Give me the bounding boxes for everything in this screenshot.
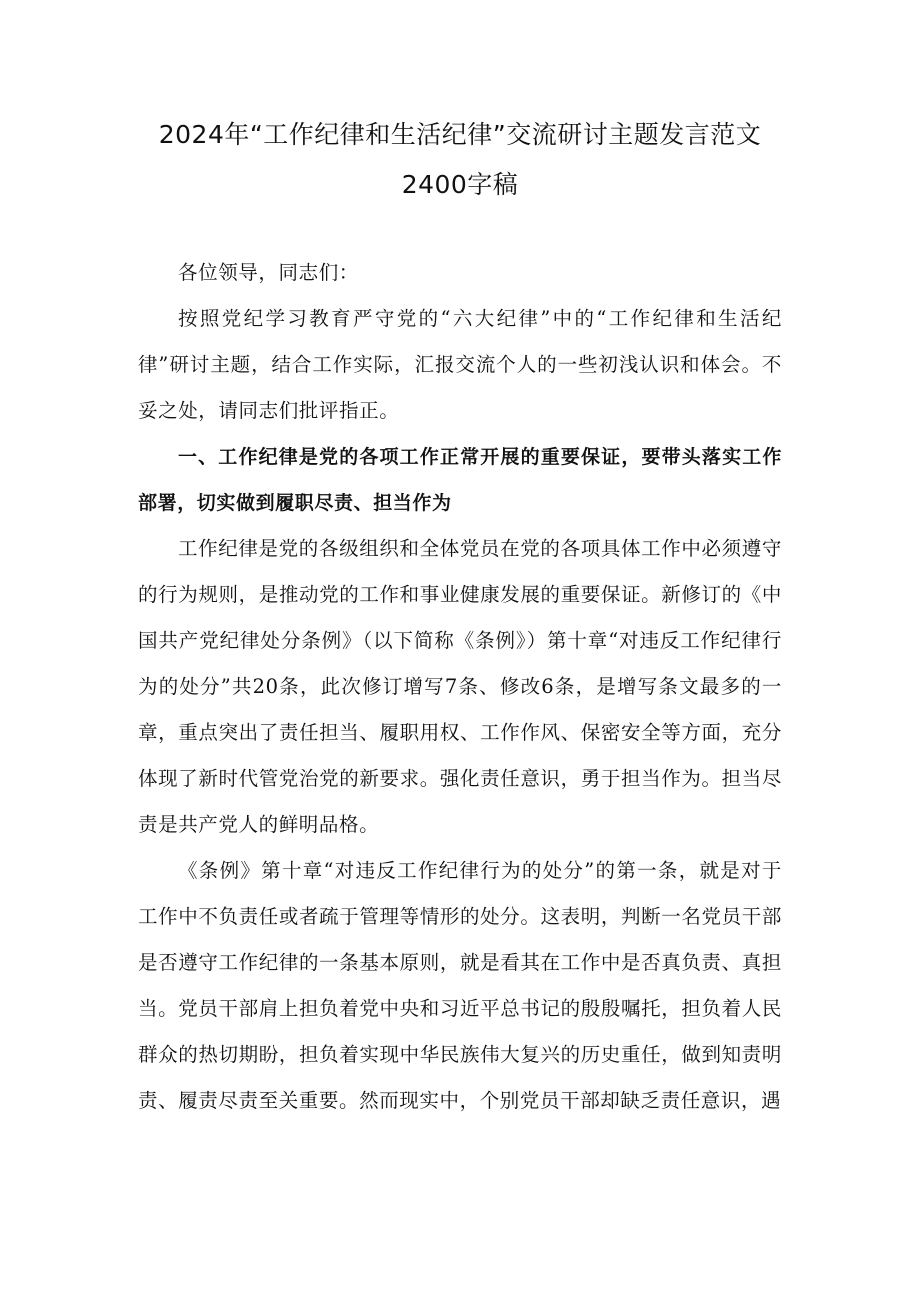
body-paragraph-1: 工作纪律是党的各级组织和全体党员在党的各项具体工作中必须遵守的行为规则，是推动党的工作和事业健康发展的重要保证。新修订的《中国共产党纪律处分条例》（以下简称《条例》）第十章“对违反工作纪律行为的处分”共20条，此次修订增写7条、修改6条，是增写条文最多的一章，重点突出了责任担当、履职用权、工作作风、保密安全等方面，充分体现了新时代管党治党的新要求。强化责任意识，勇于担当作为。担当尽责是共产党人的鲜明品格。 bbox=[138, 537, 782, 836]
body-paragraph-2: 《条例》第十章“对违反工作纪律行为的处分”的第一条，就是对于工作中不负责任或者疏于管理等情形的处分。这表明，判断一名党员干部是否遵守工作纪律的一条基本原则，就是看其在工作中是否真负责、真担当。党员干部肩上担负着党中央和习近平总书记的殷殷嘱托，担负着人民群众的热切期盼，担负着实现中华民族伟大复兴的历史重任，做到知责明责、履责尽责至关重要。然而现实中，个别党员干部却缺乏责任意识，遇 bbox=[138, 859, 782, 1112]
salutation: 各位领导，同志们： bbox=[178, 261, 359, 284]
section-heading-1: 一、工作纪律是党的各项工作正常开展的重要保证，要带头落实工作部署，切实做到履职尽责、担当作为 bbox=[138, 446, 782, 514]
intro-paragraph: 按照党纪学习教育严守党的“六大纪律”中的“工作纪律和生活纪律”研讨主题，结合工作实际，汇报交流个人的一些初浅认识和体会。不妥之处，请同志们批评指正。 bbox=[138, 307, 782, 422]
document-body bbox=[138, 250, 782, 1124]
document-title: 2024年“工作纪律和生活纪律”交流研讨主题发言范文2400字稿 bbox=[158, 120, 762, 199]
